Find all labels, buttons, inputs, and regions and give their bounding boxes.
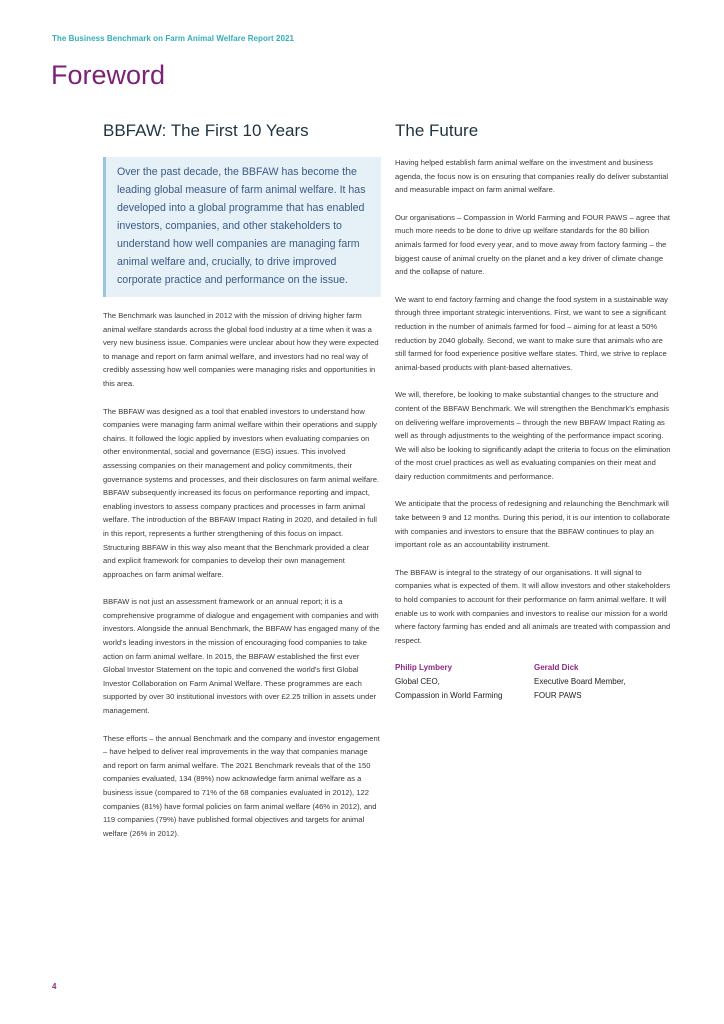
section-title-future: The Future — [395, 121, 479, 140]
signatory-role: Global CEO, — [395, 677, 440, 687]
page-number: 4 — [52, 982, 57, 991]
signatory-organisation: Compassion in World Farming — [395, 690, 503, 700]
signatory-name: Gerald Dick — [534, 663, 579, 673]
signature-philip-lymbery — [395, 661, 534, 702]
body-paragraph: We will, therefore, be looking to make substantial changes to the structure and content of the BBFAW Benchmark. We will strengthen the Benchmark's emphasis on delivering welfare improvements – through the new BBFAW Impact Rating as well as through adjustments to the weighting of the performance impact scoring. We will also be looking to significantly adapt the criteria to focus on the elimination of the most cruel practices as well as evaluating companies on their meat and dairy reduction commitments and performance. — [395, 390, 671, 481]
body-paragraph: We anticipate that the process of redesigning and relaunching the Benchmark will take between 9 and 12 months. During this period, it is our intention to collaborate with companies and investors to ensure that the BBFAW continues to play an important role as an accountability instrument. — [395, 499, 670, 550]
signatory-name: Philip Lymbery — [395, 663, 453, 673]
signature-gerald-dick — [534, 661, 673, 702]
signatory-organisation: FOUR PAWS — [534, 690, 582, 700]
section-title-first-10-years: BBFAW: The First 10 Years — [103, 121, 309, 140]
signatures — [395, 661, 673, 702]
body-paragraph: Our organisations – Compassion in World Farming and FOUR PAWS – agree that much more needs to be done to drive up welfare standards for the 80 billion animals farmed for food every year, and to move away from factory farming – the biggest cause of animal cruelty on the planet and a key driver of climate change and the collapse of nature. — [395, 212, 671, 277]
right-column — [395, 120, 673, 702]
body-paragraph: The BBFAW was designed as a tool that enabled investors to understand how companies were managing farm animal welfare within their operations and supply chains. It followed the logic applied by investors when evaluating companies on other environmental, social and governance (ESG) issues. This involved assessing companies on their management and policy commitments, their governance systems and processes, and their disclosures on farm animal welfare. BBFAW subsequently increased its focus on performance reporting and impact, enabling investors to assess company practices and processes in farm animal welfare. The introduction of the BBFAW Impact Rating in 2020, and detailed in full in this report, represents a further strengthening of this focus on impact. Structuring BBFAW in this way also meant that the Benchmark provided a clear and explicit framework for companies to develop their own management approaches on farm animal welfare. — [103, 406, 380, 579]
body-paragraph: The Benchmark was launched in 2012 with the mission of driving higher farm animal welfare standards across the global food industry at a time when it was a very new business issue. Companies were unclear about how they were expected to manage and report on farm animal welfare, and investors had no real way of credibly assessing how well companies were managing risks and opportunities in this area. — [103, 311, 379, 388]
signatory-role: Executive Board Member, — [534, 677, 626, 687]
report-header: The Business Benchmark on Farm Animal Welfare Report 2021 — [52, 34, 295, 43]
pull-quote: Over the past decade, the BBFAW has become the leading global measure of farm animal welfare. It has developed into a global programme that has enabled investors, companies, and other stakeholders to understand how well companies are managing farm animal welfare and, crucially, to drive improved corporate practice and performance on the issue. — [103, 157, 381, 297]
body-paragraph: These efforts – the annual Benchmark and the company and investor engagement – have helped to deliver real improvements in the way that companies manage and report on farm animal welfare. The 2021 Benchmark reveals that of the 150 companies evaluated, 134 (89%) now acknowledge farm animal welfare as a business issue (compared to 71% of the 68 companies evaluated in 2012), 122 companies (81%) have formal policies on farm animal welfare (46% in 2012), and 119 companies (79%) have published formal objectives and targets for animal welfare (26% in 2012). — [103, 733, 380, 838]
body-paragraph: The BBFAW is integral to the strategy of our organisations. It will signal to companies what is expected of them. It will allow investors and other stakeholders to hold companies to account for their performance on farm animal welfare. It will enable us to work with companies and investors to realise our mission for a world where factory farming has ended and all animals are treated with compassion and respect. — [395, 567, 671, 645]
left-column — [103, 120, 381, 854]
page-title: Foreword — [51, 60, 166, 90]
body-paragraph: Having helped establish farm animal welfare on the investment and business agenda, the focus now is on ensuring that companies really do deliver substantial and measurable impact on farm animal welfare. — [395, 158, 669, 195]
body-paragraph: BBFAW is not just an assessment framework or an annual report; it is a comprehensive programme of dialogue and engagement with companies and with investors. Alongside the annual Benchmark, the BBFAW has engaged many of the world's leading investors in the mission of encouraging food companies to take action on farm animal welfare. In 2015, the BBFAW established the first ever Global Investor Statement on the topic and convened the world's first Global Investor Collaboration on Farm Animal Welfare. These programmes are each supported by over 30 institutional investors with over £2.25 trillion in assets under management. — [103, 597, 380, 716]
body-paragraph: We want to end factory farming and change the food system in a sustainable way through three important strategic interventions. First, we want to see a significant reduction in the number of animals farmed for food – aiming for at least a 50% reduction by 2040 globally. Second, we want to make sure that animals who are still farmed for food experience positive welfare states. Third, we strive to replace animal-based products with plant-based alternatives. — [395, 294, 668, 372]
